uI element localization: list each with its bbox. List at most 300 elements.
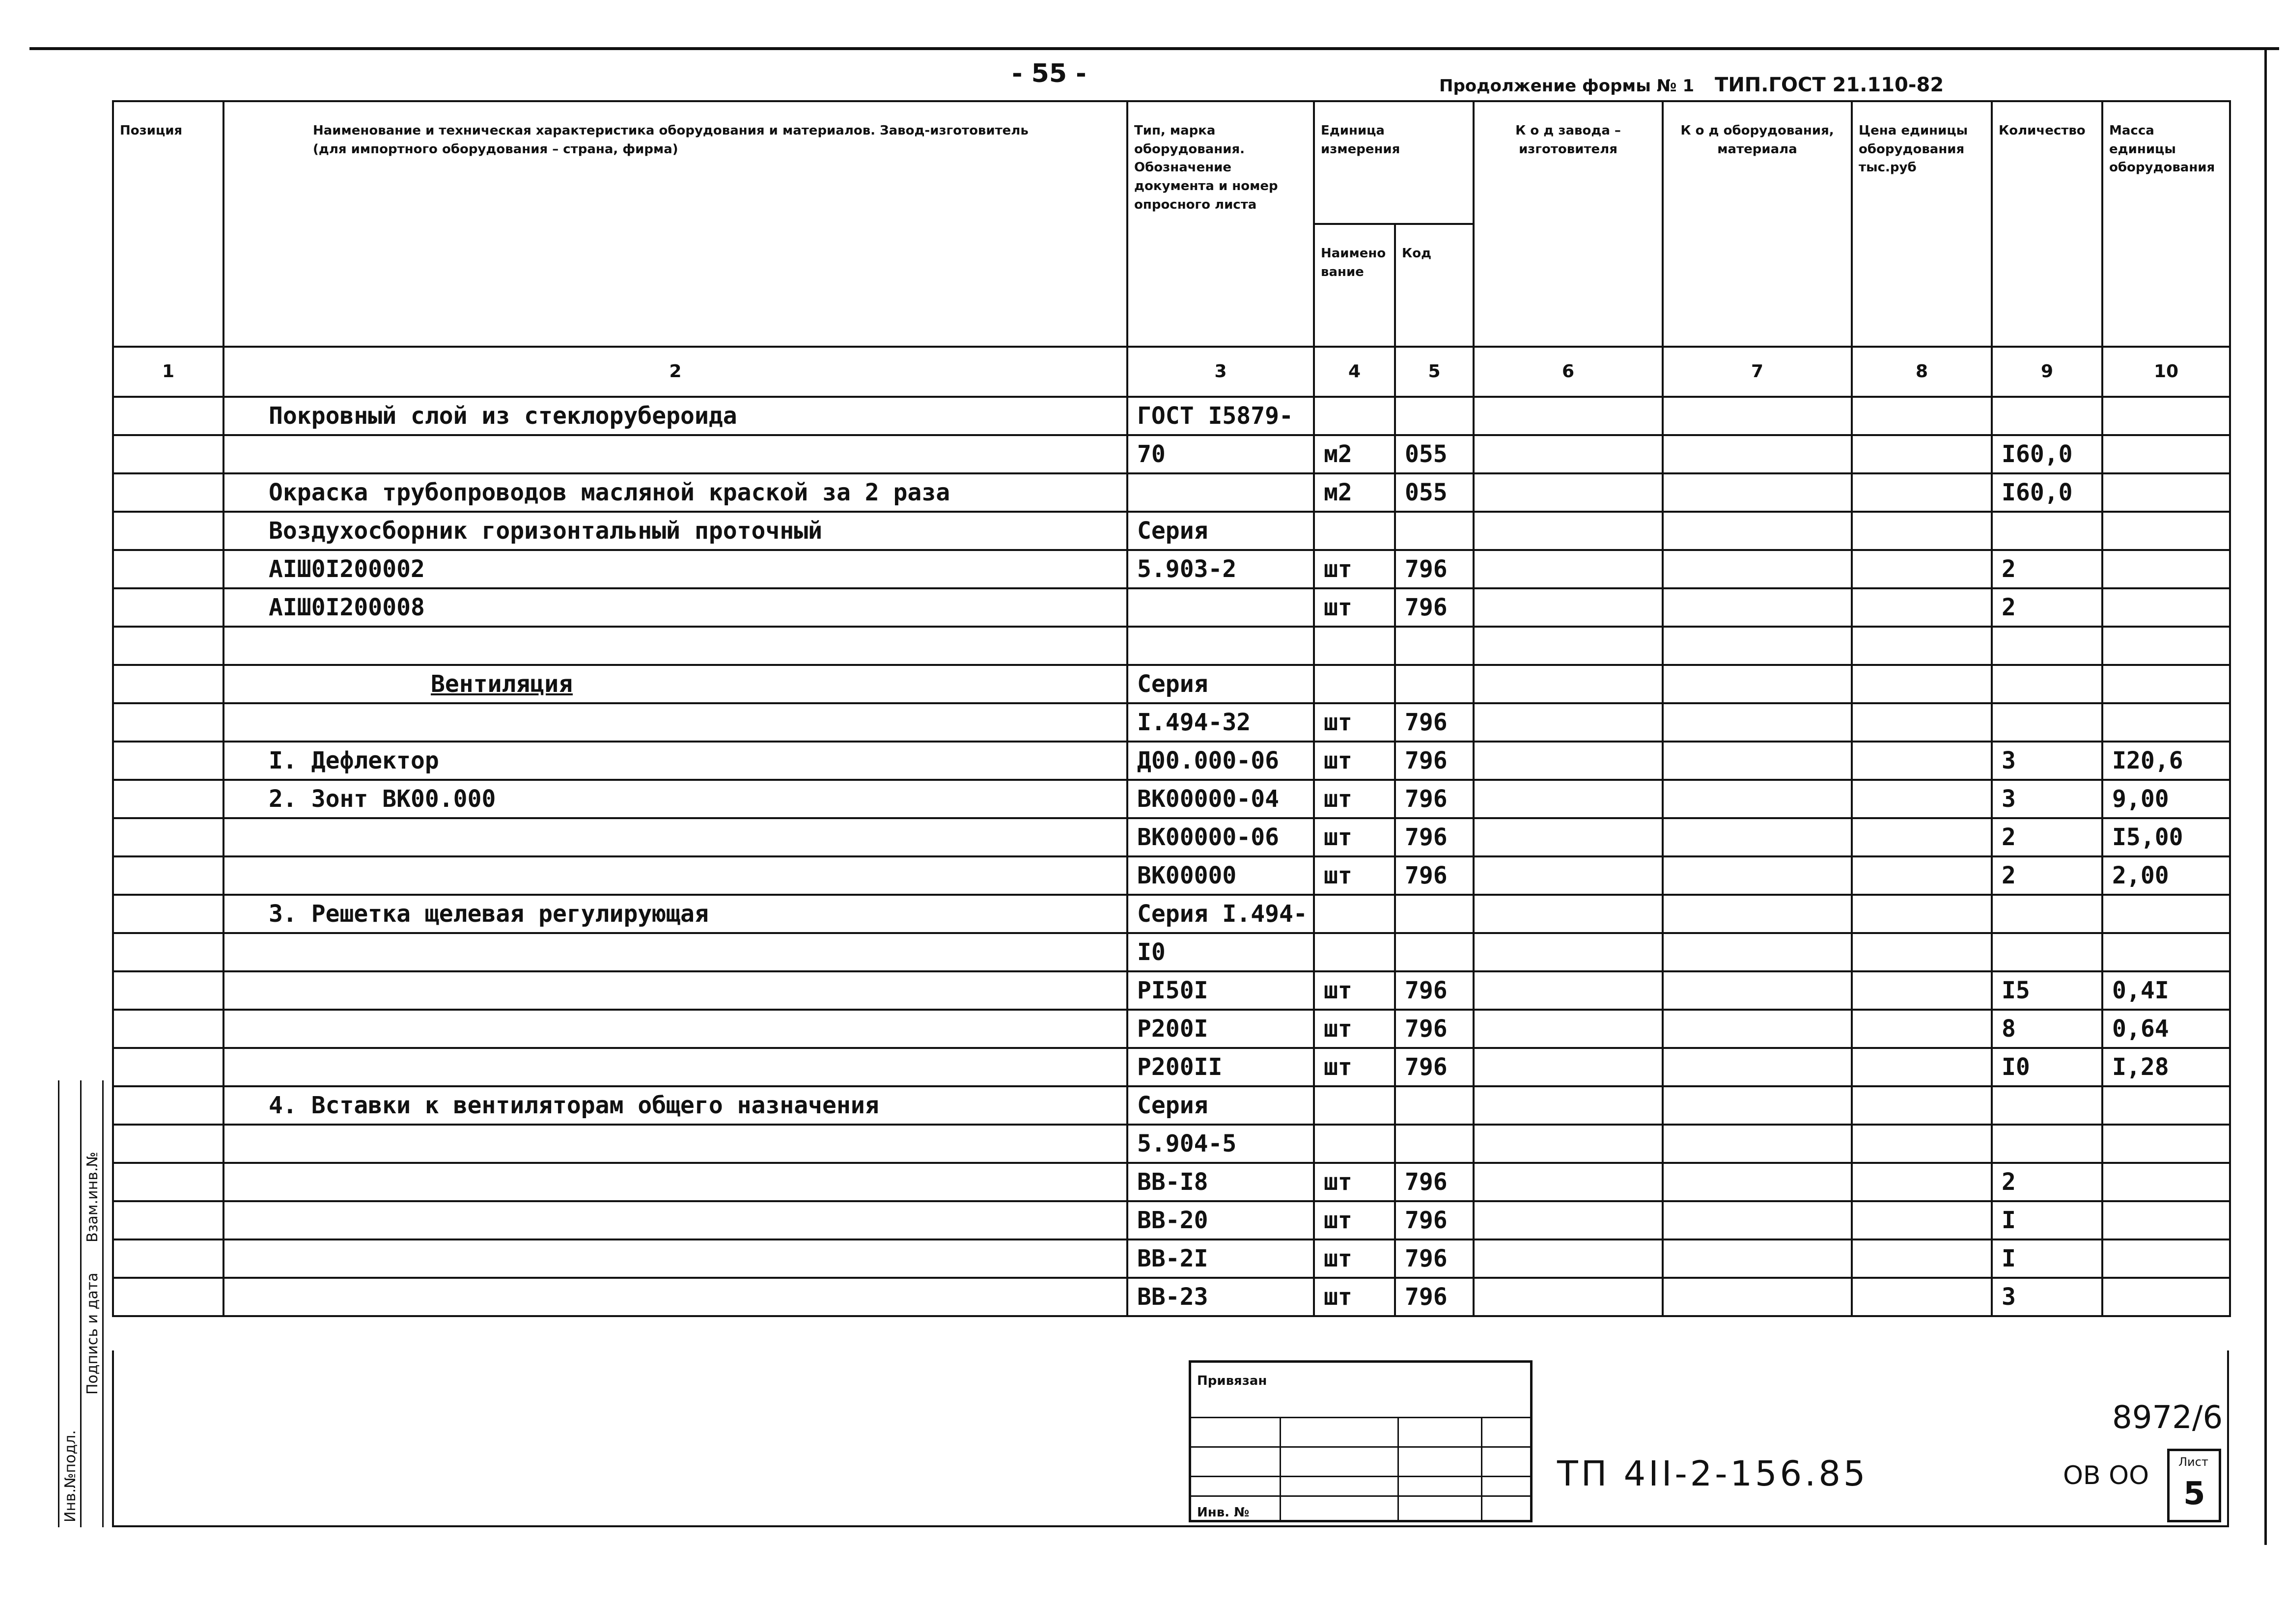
item-name-cell — [223, 856, 1127, 895]
price-cell — [1852, 1278, 1992, 1316]
table-row — [113, 971, 2230, 1010]
quantity-cell: 3 — [1992, 1278, 2102, 1316]
item-name-cell: AIШ0I200002 — [223, 550, 1127, 588]
item-name-cell: I. Дефлектор — [223, 742, 1127, 780]
position-cell — [113, 473, 223, 512]
price-cell — [1852, 397, 1992, 435]
material-code-cell — [1663, 1239, 1852, 1278]
header-unit-code: Код — [1395, 224, 1474, 347]
material-code-cell — [1663, 1125, 1852, 1163]
stamp-line — [1481, 1417, 1482, 1522]
material-code-cell — [1663, 397, 1852, 435]
price-cell — [1852, 1048, 1992, 1086]
unit-code-cell: 796 — [1395, 1048, 1474, 1086]
price-cell — [1852, 473, 1992, 512]
unit-name-cell: шт — [1314, 550, 1395, 588]
header-material-code: К о д оборудования, материала — [1663, 101, 1852, 347]
mass-cell — [2102, 1163, 2230, 1201]
table-row — [113, 1278, 2230, 1316]
quantity-cell: 2 — [1992, 856, 2102, 895]
quantity-cell — [1992, 665, 2102, 703]
column-number: 6 — [1474, 347, 1663, 397]
quantity-cell: I — [1992, 1239, 2102, 1278]
table-row — [113, 1201, 2230, 1239]
item-name-cell: Вентиляция — [223, 665, 1127, 703]
unit-name-cell — [1314, 397, 1395, 435]
item-name-cell: Покровный слой из стеклорубероида — [223, 397, 1127, 435]
table-row — [113, 933, 2230, 971]
price-cell — [1852, 588, 1992, 627]
column-number-row — [113, 347, 2230, 397]
position-cell — [113, 971, 223, 1010]
unit-code-cell: 796 — [1395, 780, 1474, 818]
inv-original-label: Инв.№подл. — [62, 1430, 79, 1522]
unit-name-cell: м2 — [1314, 435, 1395, 473]
maker-code-cell — [1474, 665, 1663, 703]
quantity-cell: 2 — [1992, 818, 2102, 856]
position-cell — [113, 1048, 223, 1086]
mass-cell — [2102, 1278, 2230, 1316]
binding-label: Привязан — [1197, 1374, 1267, 1388]
side-stamp-line — [80, 1080, 82, 1527]
unit-name-cell: шт — [1314, 780, 1395, 818]
unit-name-cell: шт — [1314, 856, 1395, 895]
unit-code-cell: 796 — [1395, 856, 1474, 895]
item-type-cell: P200I — [1127, 1010, 1314, 1048]
table-row — [113, 665, 2230, 703]
price-cell — [1852, 1239, 1992, 1278]
maker-code-cell — [1474, 933, 1663, 971]
item-name-cell — [223, 1125, 1127, 1163]
item-type-cell: 5.903-2 — [1127, 550, 1314, 588]
side-stamp-line — [102, 1080, 104, 1527]
maker-code-cell — [1474, 742, 1663, 780]
material-code-cell — [1663, 1278, 1852, 1316]
mass-cell — [2102, 627, 2230, 665]
item-type-cell — [1127, 588, 1314, 627]
mass-cell: 0,4I — [2102, 971, 2230, 1010]
column-number: 10 — [2102, 347, 2230, 397]
item-type-cell: 5.904-5 — [1127, 1125, 1314, 1163]
binding-stamp — [1189, 1360, 1533, 1522]
mass-cell — [2102, 435, 2230, 473]
header-unit-name: Наименование — [1314, 224, 1395, 347]
unit-code-cell: 796 — [1395, 1201, 1474, 1239]
quantity-cell — [1992, 1086, 2102, 1125]
position-cell — [113, 1125, 223, 1163]
replaces-inv-label: Взам.инв.№ — [84, 1152, 101, 1242]
item-name-cell: Воздухосборник горизонтальный проточный — [223, 512, 1127, 550]
mass-cell — [2102, 473, 2230, 512]
material-code-cell — [1663, 856, 1852, 895]
table-row — [113, 588, 2230, 627]
material-code-cell — [1663, 1048, 1852, 1086]
price-cell — [1852, 780, 1992, 818]
unit-name-cell: шт — [1314, 588, 1395, 627]
item-name-cell — [223, 1010, 1127, 1048]
price-cell — [1852, 665, 1992, 703]
side-stamp-line — [58, 1080, 59, 1527]
unit-name-cell — [1314, 665, 1395, 703]
unit-code-cell: 055 — [1395, 435, 1474, 473]
item-type-cell: ВВ-20 — [1127, 1201, 1314, 1239]
maker-code-cell — [1474, 1125, 1663, 1163]
unit-code-cell: 796 — [1395, 742, 1474, 780]
quantity-cell — [1992, 627, 2102, 665]
unit-code-cell: 796 — [1395, 703, 1474, 742]
quantity-cell — [1992, 895, 2102, 933]
sheet-label: Лист — [2178, 1455, 2208, 1469]
position-cell — [113, 703, 223, 742]
maker-code-cell — [1474, 512, 1663, 550]
unit-name-cell: шт — [1314, 1048, 1395, 1086]
document-number: 8972/6 — [2112, 1400, 2223, 1436]
material-code-cell — [1663, 780, 1852, 818]
unit-code-cell: 796 — [1395, 1163, 1474, 1201]
material-code-cell — [1663, 703, 1852, 742]
item-name-cell — [223, 933, 1127, 971]
unit-name-cell: шт — [1314, 971, 1395, 1010]
unit-name-cell — [1314, 512, 1395, 550]
quantity-cell: I0 — [1992, 1048, 2102, 1086]
material-code-cell — [1663, 742, 1852, 780]
material-code-cell — [1663, 665, 1852, 703]
position-cell — [113, 1010, 223, 1048]
item-name-cell — [223, 1163, 1127, 1201]
unit-code-cell: 055 — [1395, 473, 1474, 512]
quantity-cell: 3 — [1992, 780, 2102, 818]
mass-cell: I,28 — [2102, 1048, 2230, 1086]
table-row — [113, 780, 2230, 818]
column-number: 3 — [1127, 347, 1314, 397]
mass-cell — [2102, 665, 2230, 703]
unit-code-cell — [1395, 627, 1474, 665]
position-cell — [113, 895, 223, 933]
quantity-cell: I60,0 — [1992, 435, 2102, 473]
maker-code-cell — [1474, 1086, 1663, 1125]
price-cell — [1852, 933, 1992, 971]
material-code-cell — [1663, 818, 1852, 856]
item-type-cell — [1127, 627, 1314, 665]
sheet-box — [2167, 1449, 2221, 1522]
material-code-cell — [1663, 473, 1852, 512]
table-row — [113, 1010, 2230, 1048]
price-cell — [1852, 742, 1992, 780]
position-cell — [113, 665, 223, 703]
item-type-cell — [1127, 473, 1314, 512]
item-type-cell: Серия I.494- — [1127, 895, 1314, 933]
mass-cell: 9,00 — [2102, 780, 2230, 818]
column-number: 7 — [1663, 347, 1852, 397]
unit-name-cell — [1314, 933, 1395, 971]
stamp-line — [1191, 1476, 1530, 1477]
maker-code-cell — [1474, 397, 1663, 435]
header-mass: Масса единицы оборудования — [2102, 101, 2230, 347]
top-rule — [29, 47, 2279, 50]
position-cell — [113, 856, 223, 895]
quantity-cell: I60,0 — [1992, 473, 2102, 512]
mass-cell: I5,00 — [2102, 818, 2230, 856]
price-cell — [1852, 895, 1992, 933]
table-row — [113, 627, 2230, 665]
mass-cell — [2102, 550, 2230, 588]
price-cell — [1852, 818, 1992, 856]
header-price: Цена единицы оборудования тыс.руб — [1852, 101, 1992, 347]
item-type-cell: P200II — [1127, 1048, 1314, 1086]
side-stamp — [58, 1080, 122, 1527]
unit-name-cell: шт — [1314, 742, 1395, 780]
item-name-cell: 3. Решетка щелевая регулирующая — [223, 895, 1127, 933]
item-name-cell — [223, 703, 1127, 742]
mass-cell — [2102, 703, 2230, 742]
item-type-cell: Серия — [1127, 1086, 1314, 1125]
unit-name-cell: шт — [1314, 703, 1395, 742]
maker-code-cell — [1474, 1010, 1663, 1048]
quantity-cell: 3 — [1992, 742, 2102, 780]
material-code-cell — [1663, 971, 1852, 1010]
unit-code-cell — [1395, 397, 1474, 435]
unit-code-cell — [1395, 512, 1474, 550]
position-cell — [113, 588, 223, 627]
signature-date-label: Подпись и дата — [84, 1272, 101, 1395]
bottom-frame — [112, 1350, 2229, 1527]
quantity-cell — [1992, 933, 2102, 971]
position-cell — [113, 818, 223, 856]
form-continuation: Продолжение формы № 1 — [1439, 76, 1695, 96]
position-cell — [113, 1086, 223, 1125]
maker-code-cell — [1474, 818, 1663, 856]
item-name-cell — [223, 435, 1127, 473]
quantity-cell: 2 — [1992, 550, 2102, 588]
unit-name-cell: шт — [1314, 1201, 1395, 1239]
position-cell — [113, 627, 223, 665]
table-row — [113, 397, 2230, 435]
mass-cell — [2102, 397, 2230, 435]
stamp-line — [1397, 1417, 1399, 1522]
unit-code-cell — [1395, 1086, 1474, 1125]
table-row — [113, 435, 2230, 473]
header-name: Наименование и техническая характеристика оборудования и материалов. Завод-изготовитель (для импортного оборудования – страна, фирма) — [223, 101, 1127, 347]
material-code-cell — [1663, 1010, 1852, 1048]
maker-code-cell — [1474, 1201, 1663, 1239]
table-row — [113, 1086, 2230, 1125]
column-number: 4 — [1314, 347, 1395, 397]
item-type-cell: ВВ-23 — [1127, 1278, 1314, 1316]
price-cell — [1852, 1086, 1992, 1125]
unit-code-cell: 796 — [1395, 1278, 1474, 1316]
unit-code-cell — [1395, 933, 1474, 971]
price-cell — [1852, 550, 1992, 588]
quantity-cell: I5 — [1992, 971, 2102, 1010]
header-type: Тип, марка оборудования. Обозначение документа и номер опросного листа — [1127, 101, 1314, 347]
position-cell — [113, 1201, 223, 1239]
unit-code-cell — [1395, 1125, 1474, 1163]
unit-name-cell: шт — [1314, 1163, 1395, 1201]
position-cell — [113, 1278, 223, 1316]
form-standard: ТИП.ГОСТ 21.110-82 — [1715, 74, 1944, 96]
price-cell — [1852, 1125, 1992, 1163]
mass-cell — [2102, 1201, 2230, 1239]
unit-code-cell: 796 — [1395, 1239, 1474, 1278]
price-cell — [1852, 1201, 1992, 1239]
position-cell — [113, 435, 223, 473]
table-row — [113, 512, 2230, 550]
table-row — [113, 1048, 2230, 1086]
unit-name-cell: шт — [1314, 1010, 1395, 1048]
album-code: ОВ ОО — [2063, 1461, 2149, 1490]
item-name-cell — [223, 971, 1127, 1010]
inventory-label: Инв. № — [1197, 1505, 1250, 1520]
position-cell — [113, 742, 223, 780]
stamp-line — [1191, 1417, 1530, 1418]
table-row — [113, 1239, 2230, 1278]
item-type-cell: ВВ-I8 — [1127, 1163, 1314, 1201]
maker-code-cell — [1474, 971, 1663, 1010]
quantity-cell: 2 — [1992, 1163, 2102, 1201]
item-name-cell: Окраска трубопроводов масляной краской за 2 раза — [223, 473, 1127, 512]
table-row — [113, 473, 2230, 512]
mass-cell — [2102, 1125, 2230, 1163]
price-cell — [1852, 1010, 1992, 1048]
maker-code-cell — [1474, 1239, 1663, 1278]
unit-name-cell — [1314, 1086, 1395, 1125]
table-row — [113, 550, 2230, 588]
unit-name-cell: м2 — [1314, 473, 1395, 512]
unit-name-cell — [1314, 895, 1395, 933]
price-cell — [1852, 512, 1992, 550]
table-row — [113, 703, 2230, 742]
stamp-line — [1280, 1417, 1281, 1522]
price-cell — [1852, 1163, 1992, 1201]
header-position: Позиция — [113, 101, 223, 347]
material-code-cell — [1663, 627, 1852, 665]
item-name-cell — [223, 1278, 1127, 1316]
stamp-line — [1191, 1495, 1530, 1497]
quantity-cell — [1992, 703, 2102, 742]
maker-code-cell — [1474, 550, 1663, 588]
header-unit: Единица измерения — [1314, 101, 1474, 224]
unit-name-cell — [1314, 1125, 1395, 1163]
form-header — [1439, 74, 1944, 96]
maker-code-cell — [1474, 703, 1663, 742]
column-number: 2 — [223, 347, 1127, 397]
unit-code-cell: 796 — [1395, 818, 1474, 856]
material-code-cell — [1663, 512, 1852, 550]
project-code: ТП 4II-2-156.85 — [1557, 1454, 1868, 1494]
item-type-cell: PI50I — [1127, 971, 1314, 1010]
position-cell — [113, 933, 223, 971]
item-name-cell: AIШ0I200008 — [223, 588, 1127, 627]
stamp-line — [1191, 1446, 1530, 1448]
table-row — [113, 1163, 2230, 1201]
item-name-cell — [223, 818, 1127, 856]
maker-code-cell — [1474, 780, 1663, 818]
item-type-cell: Серия — [1127, 665, 1314, 703]
material-code-cell — [1663, 933, 1852, 971]
unit-code-cell: 796 — [1395, 588, 1474, 627]
table-row — [113, 856, 2230, 895]
material-code-cell — [1663, 1163, 1852, 1201]
unit-code-cell: 796 — [1395, 971, 1474, 1010]
maker-code-cell — [1474, 1163, 1663, 1201]
table-row — [113, 895, 2230, 933]
item-type-cell: 70 — [1127, 435, 1314, 473]
position-cell — [113, 1239, 223, 1278]
item-name-cell — [223, 1239, 1127, 1278]
sheet-number: 5 — [2183, 1476, 2205, 1512]
material-code-cell — [1663, 550, 1852, 588]
price-cell — [1852, 703, 1992, 742]
maker-code-cell — [1474, 1048, 1663, 1086]
equipment-table — [112, 100, 2231, 1317]
quantity-cell: I — [1992, 1201, 2102, 1239]
item-type-cell: ВВ-2I — [1127, 1239, 1314, 1278]
mass-cell: 0,64 — [2102, 1010, 2230, 1048]
maker-code-cell — [1474, 856, 1663, 895]
quantity-cell: 2 — [1992, 588, 2102, 627]
mass-cell — [2102, 512, 2230, 550]
item-type-cell: ГОСТ I5879- — [1127, 397, 1314, 435]
maker-code-cell — [1474, 435, 1663, 473]
maker-code-cell — [1474, 473, 1663, 512]
price-cell — [1852, 435, 1992, 473]
column-number: 1 — [113, 347, 223, 397]
item-name-cell — [223, 1201, 1127, 1239]
unit-name-cell: шт — [1314, 1278, 1395, 1316]
mass-cell: 2,00 — [2102, 856, 2230, 895]
position-cell — [113, 512, 223, 550]
quantity-cell — [1992, 1125, 2102, 1163]
item-type-cell: Д00.000-06 — [1127, 742, 1314, 780]
item-type-cell: ВК00000-04 — [1127, 780, 1314, 818]
mass-cell — [2102, 895, 2230, 933]
unit-name-cell: шт — [1314, 818, 1395, 856]
item-type-cell: I0 — [1127, 933, 1314, 971]
item-type-cell: Серия — [1127, 512, 1314, 550]
table-body — [113, 397, 2230, 1316]
maker-code-cell — [1474, 627, 1663, 665]
column-number: 8 — [1852, 347, 1992, 397]
item-name-cell: 2. Зонт ВК00.000 — [223, 780, 1127, 818]
table-row — [113, 1125, 2230, 1163]
table-row — [113, 742, 2230, 780]
mass-cell: I20,6 — [2102, 742, 2230, 780]
header-maker-code: К о д завода – изготовителя — [1474, 101, 1663, 347]
unit-code-cell: 796 — [1395, 1010, 1474, 1048]
maker-code-cell — [1474, 895, 1663, 933]
quantity-cell: 8 — [1992, 1010, 2102, 1048]
price-cell — [1852, 971, 1992, 1010]
unit-code-cell — [1395, 665, 1474, 703]
quantity-cell — [1992, 397, 2102, 435]
item-type-cell: I.494-32 — [1127, 703, 1314, 742]
material-code-cell — [1663, 435, 1852, 473]
material-code-cell — [1663, 1086, 1852, 1125]
position-cell — [113, 550, 223, 588]
item-type-cell: ВК00000 — [1127, 856, 1314, 895]
maker-code-cell — [1474, 588, 1663, 627]
material-code-cell — [1663, 1201, 1852, 1239]
material-code-cell — [1663, 895, 1852, 933]
mass-cell — [2102, 1239, 2230, 1278]
mass-cell — [2102, 1086, 2230, 1125]
item-name-cell — [223, 627, 1127, 665]
column-number: 5 — [1395, 347, 1474, 397]
quantity-cell — [1992, 512, 2102, 550]
unit-code-cell — [1395, 895, 1474, 933]
price-cell — [1852, 856, 1992, 895]
right-rule — [2264, 47, 2267, 1545]
